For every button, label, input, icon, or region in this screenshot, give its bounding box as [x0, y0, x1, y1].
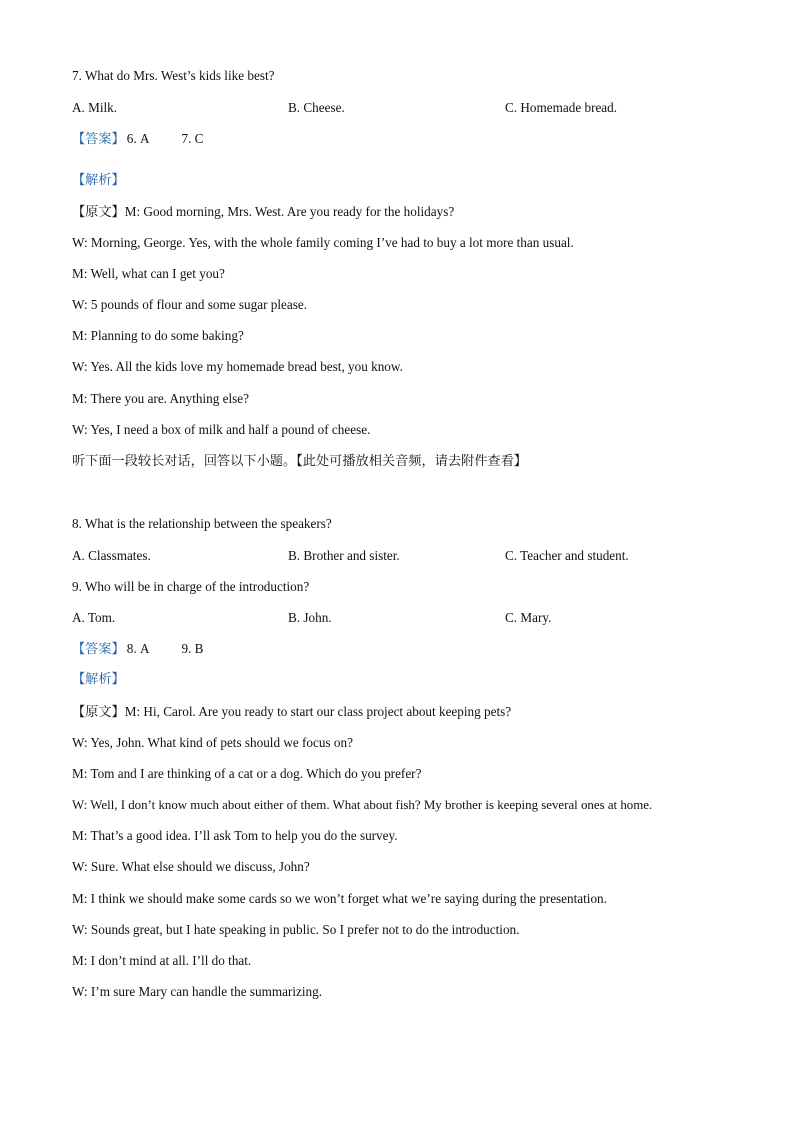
transcript-line: W: Morning, George. Yes, with the whole family coming I’ve had to buy a lot more than usual.	[72, 235, 574, 250]
q9-option-c: C. Mary.	[505, 610, 552, 625]
transcript-line	[72, 204, 454, 221]
question-9: 9. Who will be in charge of the introduction?	[72, 579, 310, 594]
transcript-tag: 【原文】	[72, 705, 125, 720]
transcript-line: M: Planning to do some baking?	[72, 328, 244, 343]
q8-option-b: B. Brother and sister.	[288, 548, 400, 563]
transcript-tag: 【原文】	[72, 205, 125, 220]
question-8: 8. What is the relationship between the speakers?	[72, 516, 332, 531]
q7-option-b: B. Cheese.	[288, 100, 345, 115]
transcript-line: W: 5 pounds of flour and some sugar please.	[72, 297, 307, 312]
analysis-tag-2: 【解析】	[72, 672, 125, 687]
listening-instruction: 听下面一段较长对话，回答以下小题。【此处可播放相关音频，请去附件查看】	[72, 454, 527, 469]
transcript-line: M: I think we should make some cards so we won’t forget what we’re saying during the presentation.	[72, 891, 607, 906]
transcript-line: W: Yes, John. What kind of pets should we focus on?	[72, 735, 353, 750]
answer-tag: 【答案】	[72, 132, 125, 147]
transcript-line: M: Well, what can I get you?	[72, 266, 225, 281]
answer-line-1	[72, 131, 203, 148]
transcript-line: W: Sure. What else should we discuss, John?	[72, 859, 310, 874]
transcript-line	[72, 704, 511, 721]
q7-option-a: A. Milk.	[72, 100, 118, 115]
answer-tag: 【答案】	[72, 642, 125, 657]
transcript-line: W: I’m sure Mary can handle the summarizing.	[72, 984, 322, 999]
transcript-line: W: Well, I don’t know much about either of them. What about fish? My brother is keeping several ones at home.	[72, 798, 653, 812]
analysis-tag-1: 【解析】	[72, 173, 125, 188]
transcript-line: M: There you are. Anything else?	[72, 391, 250, 406]
q7-option-c: C. Homemade bread.	[505, 100, 618, 115]
q9-option-a: A. Tom.	[72, 610, 116, 625]
answer-line-2	[72, 641, 203, 658]
transcript-line: W: Yes. All the kids love my homemade bread best, you know.	[72, 359, 403, 374]
question-7: 7. What do Mrs. West’s kids like best?	[72, 68, 275, 83]
q8-option-c: C. Teacher and student.	[505, 548, 629, 563]
q9-option-b: B. John.	[288, 610, 332, 625]
transcript-line: M: I don’t mind at all. I’ll do that.	[72, 953, 252, 968]
transcript-first-line: M: Hi, Carol. Are you ready to start our class project about keeping pets?	[124, 704, 512, 719]
transcript-line: W: Sounds great, but I hate speaking in public. So I prefer not to do the introduction.	[72, 922, 520, 937]
q8-option-a: A. Classmates.	[72, 548, 151, 563]
answer-item: 9. B	[181, 641, 204, 656]
answer-item: 7. C	[181, 131, 204, 146]
answer-item: 6. A	[126, 131, 150, 146]
transcript-line: W: Yes, I need a box of milk and half a pound of cheese.	[72, 422, 371, 437]
transcript-line: M: Tom and I are thinking of a cat or a dog. Which do you prefer?	[72, 766, 422, 781]
answer-item: 8. A	[126, 641, 150, 656]
transcript-line: M: That’s a good idea. I’ll ask Tom to help you do the survey.	[72, 828, 398, 843]
transcript-first-line: M: Good morning, Mrs. West. Are you ready for the holidays?	[124, 204, 455, 219]
